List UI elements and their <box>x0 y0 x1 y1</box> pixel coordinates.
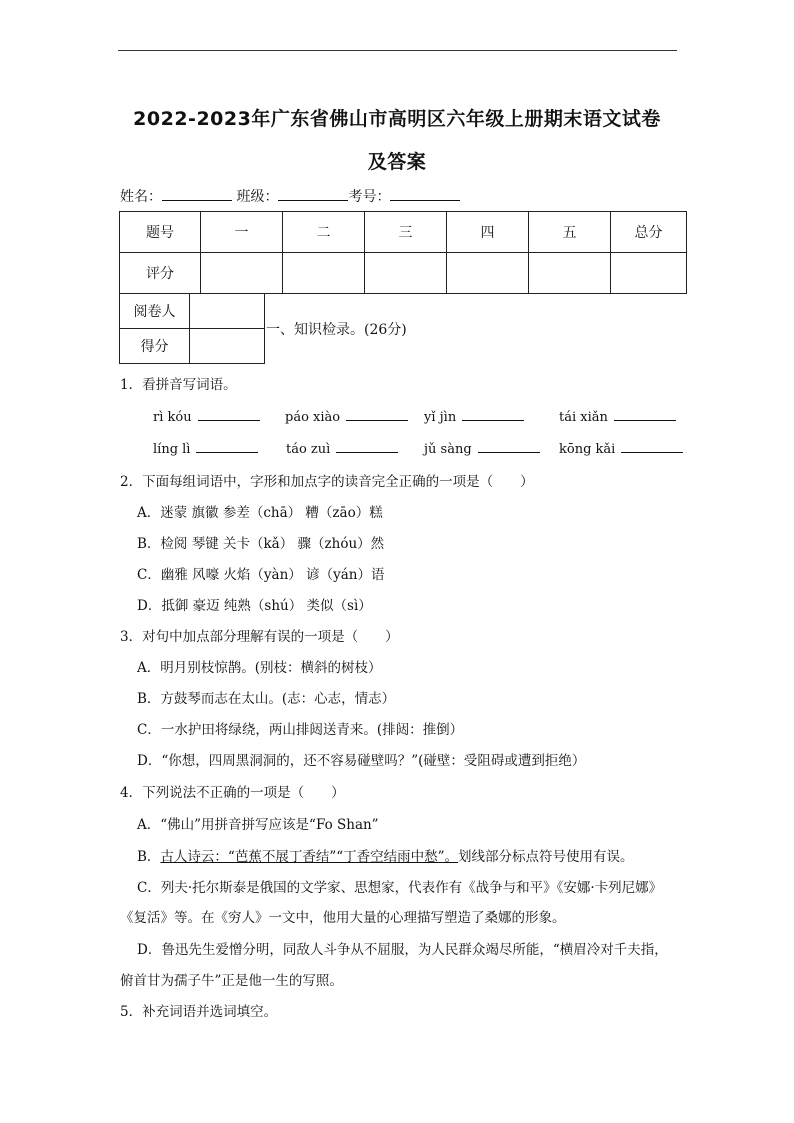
q3-option-d: D．“你想，四周黑洞洞的，还不容易碰壁吗？”(碰壁：受阻碍或遭到拒绝） <box>137 753 586 769</box>
answer-blank[interactable] <box>478 438 540 453</box>
answer-blank[interactable] <box>196 438 258 453</box>
q4-option-d-line2: 俯首甘为孺子牛”正是他一生的写照。 <box>120 973 343 989</box>
header-cell: 五 <box>529 212 611 253</box>
score-cell[interactable] <box>201 253 283 294</box>
q3-option-c: C．一水护田将绿绕，两山排闼送青来。(排闼：推倒） <box>137 722 464 738</box>
pinyin-item <box>559 438 683 457</box>
answer-blank[interactable] <box>198 406 260 421</box>
pinyin-text: kōng kǎi <box>559 442 616 457</box>
class-label: 班级： <box>232 189 279 205</box>
header-cell: 一 <box>201 212 283 253</box>
pinyin-text: páo xiào <box>285 410 341 425</box>
score-cell[interactable] <box>365 253 447 294</box>
q3-option-b: B．方鼓琴而志在太山。(志：心志，情志） <box>137 691 396 707</box>
score-table <box>119 211 687 294</box>
question-3-stem: 3．对句中加点部分理解有误的一项是（ ） <box>120 629 399 645</box>
answer-blank[interactable] <box>621 438 683 453</box>
header-rule <box>118 50 677 51</box>
header-cell: 三 <box>365 212 447 253</box>
pinyin-text: yǐ jìn <box>424 410 457 425</box>
score-row <box>120 253 687 294</box>
pinyin-text: táo zuì <box>286 442 331 457</box>
pinyin-item <box>153 438 258 457</box>
page-title-line2: 及答案 <box>367 151 427 173</box>
answer-blank[interactable] <box>614 406 676 421</box>
reviewer-cell[interactable] <box>190 294 265 329</box>
question-1-stem: 1．看拼音写词语。 <box>120 377 237 393</box>
q4-option-d-line1: D．鲁迅先生爱憎分明，同敌人斗争从不屈服，为人民群众竭尽所能，“横眉冷对千夫指， <box>137 942 668 958</box>
score-cell[interactable] <box>283 253 365 294</box>
pinyin-item <box>424 438 540 457</box>
pinyin-item <box>285 406 408 425</box>
q2-option-d: D．抵御 豪迈 纯熟（shú） 类似（sì） <box>137 598 372 614</box>
header-cell: 四 <box>447 212 529 253</box>
q4-option-a: A．“佛山”用拼音拼写应该是“Fo Shan” <box>137 817 379 833</box>
pinyin-item <box>424 406 524 425</box>
question-2-stem: 2．下面每组词语中，字形和加点字的读音完全正确的一项是（ ） <box>120 474 534 490</box>
header-cell: 题号 <box>120 212 201 253</box>
q4-option-b <box>137 845 634 865</box>
answer-blank[interactable] <box>336 438 398 453</box>
page-title: 2022-2023年广东省佛山市高明区六年级上册期末语文试卷 <box>133 108 661 130</box>
student-info <box>120 186 460 206</box>
question-5-stem: 5．补充词语并选词填空。 <box>120 1004 278 1020</box>
q2-option-a: A．迷蒙 旗徽 参差（chā） 糟（zāo）糕 <box>137 505 383 521</box>
q4-option-c-line2: 《复活》等。在《穷人》一文中，他用大量的心理描写塑造了桑娜的形象。 <box>120 910 566 926</box>
score-header-row <box>120 212 687 253</box>
score-cell[interactable] <box>529 253 611 294</box>
score-row-label: 评分 <box>120 253 201 294</box>
score-cell[interactable] <box>447 253 529 294</box>
exam-no-label: 考号： <box>348 189 391 205</box>
grader-table <box>119 293 265 364</box>
name-field[interactable] <box>162 186 232 201</box>
pinyin-text: tái xiǎn <box>559 410 608 425</box>
grader-score-cell[interactable] <box>190 329 265 364</box>
name-label: 姓名： <box>120 189 162 205</box>
question-4-stem: 4．下列说法不正确的一项是（ ） <box>120 785 345 801</box>
q3-option-a: A．明月别枝惊鹊。(别枝：横斜的树枝） <box>137 660 382 676</box>
pinyin-text: rì kóu <box>153 410 192 425</box>
pinyin-item <box>559 406 676 425</box>
q2-option-b: B．检阅 琴键 关卡（kǎ） 骤（zhóu）然 <box>137 536 385 552</box>
q4-option-b-label: B． <box>137 849 161 865</box>
score-cell[interactable] <box>611 253 687 294</box>
q4-option-b-suffix: 划线部分标点符号使用有误。 <box>458 849 634 865</box>
header-cell: 总分 <box>611 212 687 253</box>
q4-option-c-line1: C．列夫·托尔斯泰是俄国的文学家、思想家，代表作有《战争与和平》《安娜·卡列尼娜》 <box>137 880 663 896</box>
section-title: 一、知识检录。(26分) <box>266 322 407 338</box>
q4-option-b-underlined: 古人诗云：“芭蕉不展丁香结”“丁香空结雨中愁”。 <box>160 849 459 865</box>
answer-blank[interactable] <box>462 406 524 421</box>
answer-blank[interactable] <box>346 406 408 421</box>
class-field[interactable] <box>278 186 348 201</box>
exam-no-field[interactable] <box>390 186 460 201</box>
grader-score-label: 得分 <box>120 329 190 364</box>
pinyin-item <box>286 438 398 457</box>
q2-option-c: C．幽雅 风嚎 火焰（yàn） 谚（yán）语 <box>137 567 385 583</box>
pinyin-item <box>153 406 260 425</box>
header-cell: 二 <box>283 212 365 253</box>
pinyin-text: jǔ sàng <box>424 442 472 457</box>
reviewer-label: 阅卷人 <box>120 294 190 329</box>
pinyin-text: líng lì <box>153 442 191 457</box>
